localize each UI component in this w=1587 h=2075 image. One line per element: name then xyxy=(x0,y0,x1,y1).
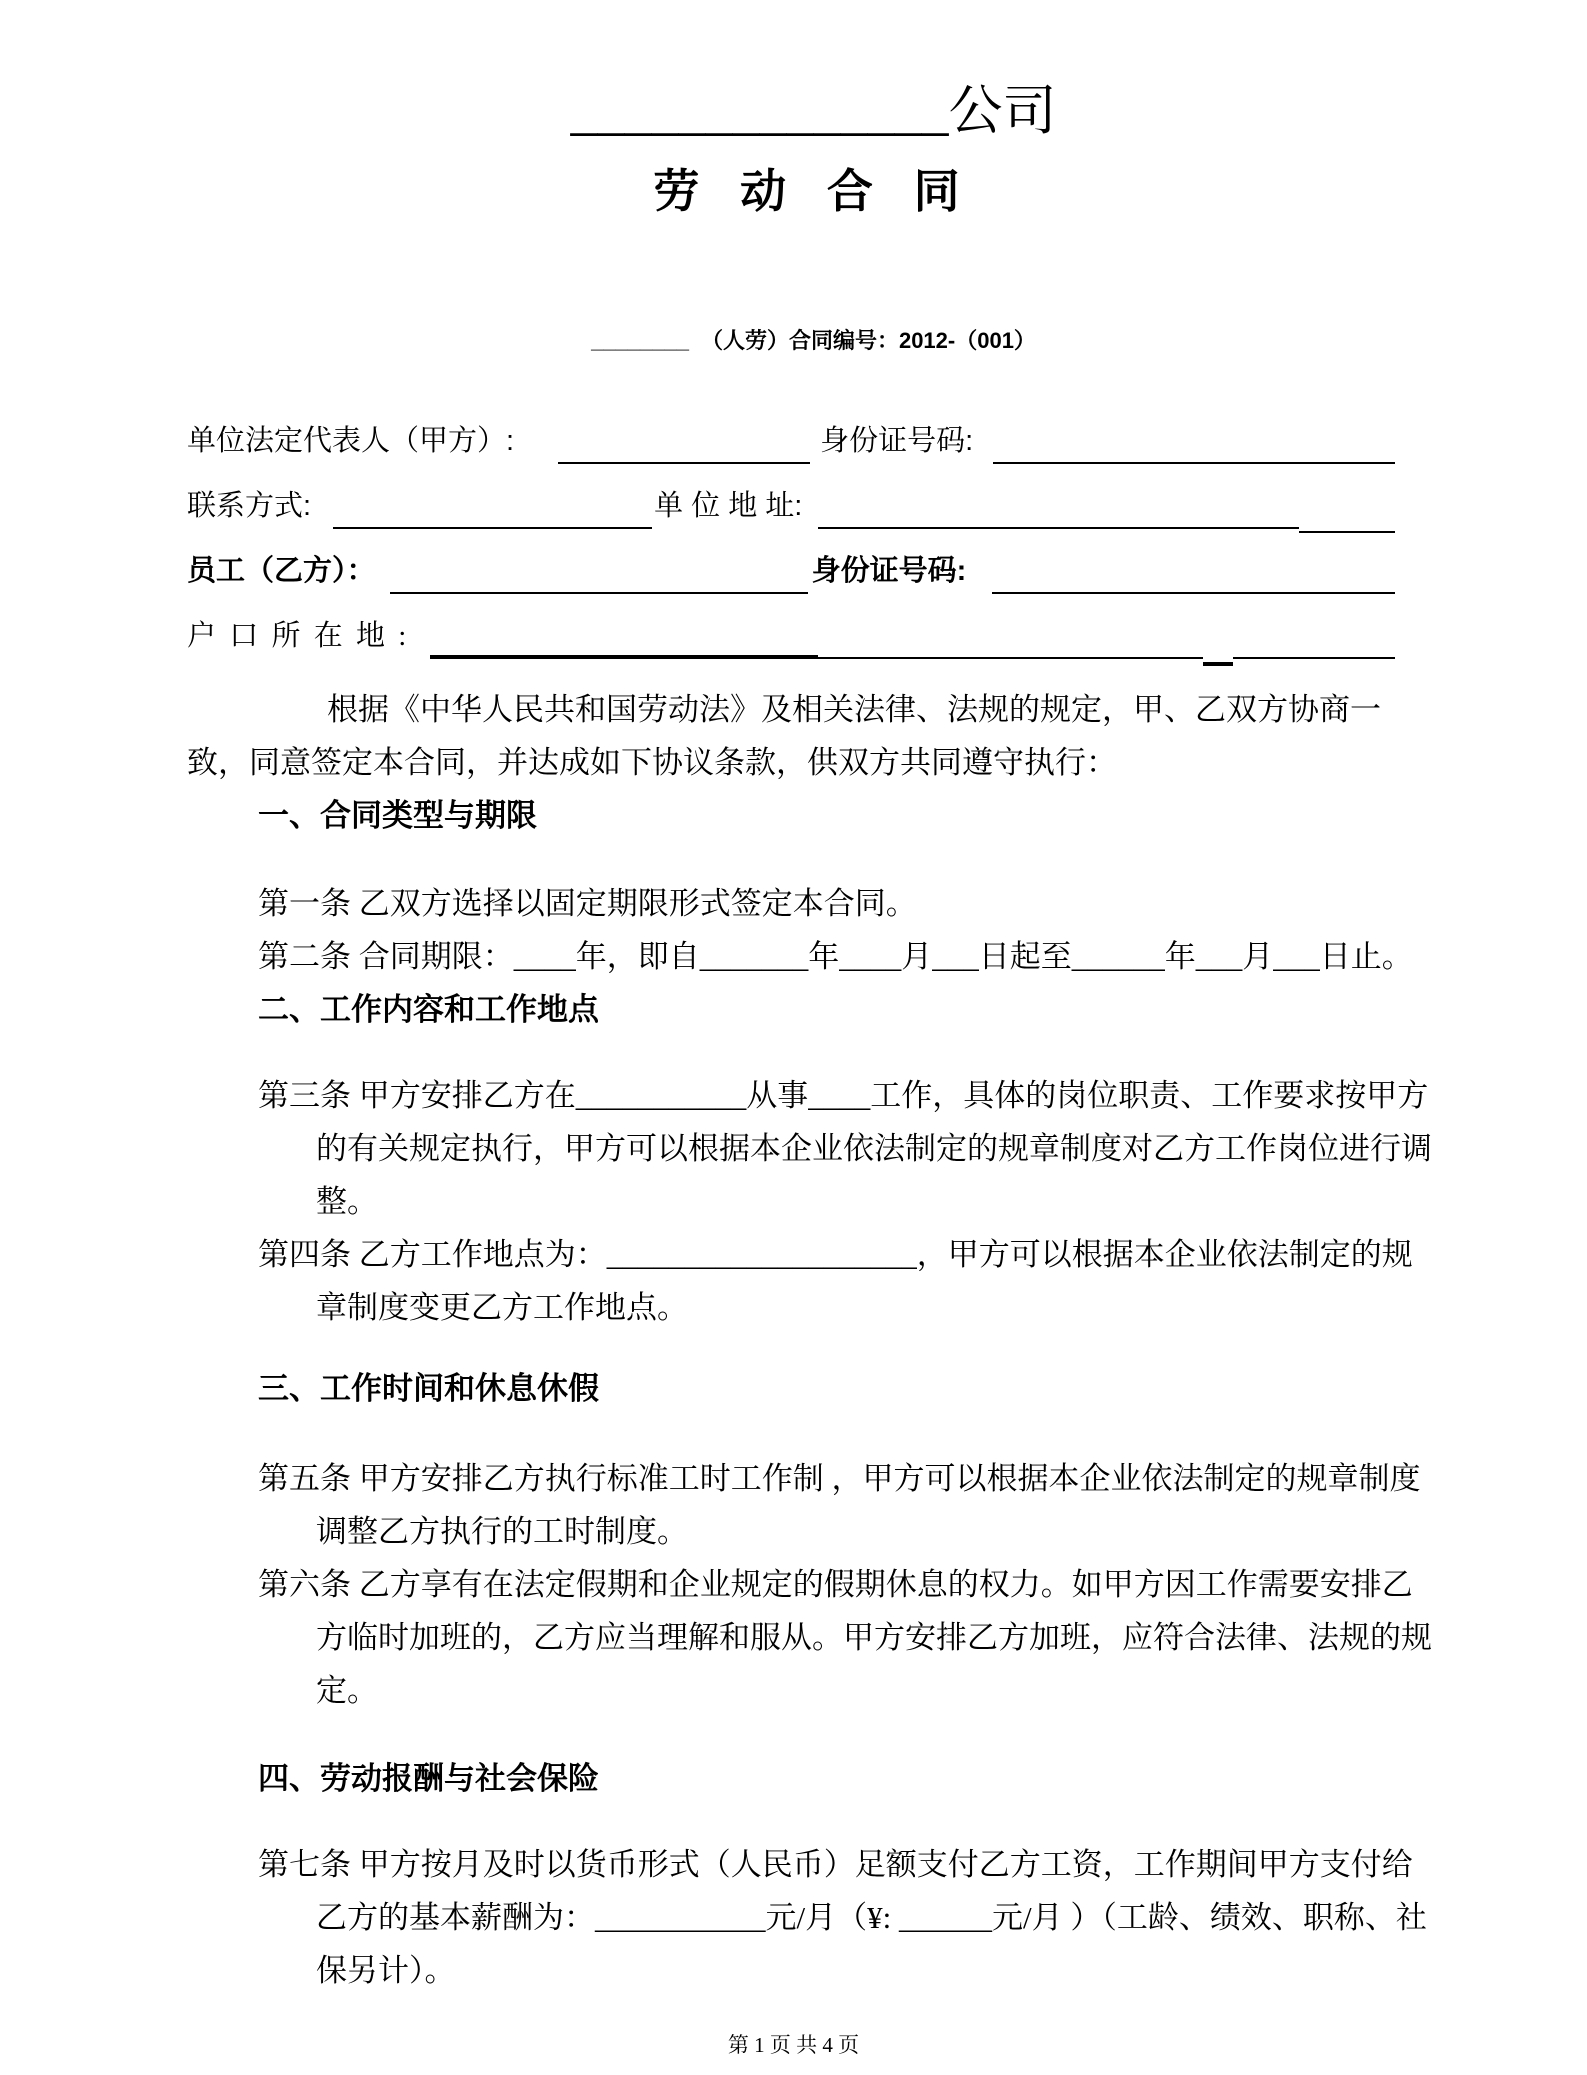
page-footer: 第 1 页 共 4 页 xyxy=(727,2033,860,2057)
contact-blank-underline xyxy=(333,487,652,529)
contract-number-blank: ________ xyxy=(591,328,689,353)
residence-blank-underline-bold xyxy=(430,617,818,659)
section-heading-3: 三、工作时间和休息休假 xyxy=(258,1371,599,1406)
form-row-contact xyxy=(187,483,1440,529)
clause-4: 第四条 乙方工作地点为：____________________，甲方可以根据本企业依法制定的规章制度变更乙方工作地点。 xyxy=(258,1237,1413,1325)
company-blank-line: ______________ xyxy=(570,81,949,141)
residence-blank-underline xyxy=(818,617,1203,659)
contract-number-line xyxy=(187,326,1440,356)
clause-6: 第六条 乙方享有在法定假期和企业规定的假期休息的权力。如甲方因工作需要安排乙方临时加班的，乙方应当理解和服从。甲方安排乙方加班，应符合法律、法规的规定。 xyxy=(258,1567,1432,1708)
id-number-label-2: 身份证号码: xyxy=(811,555,975,587)
employee-label: 员工（乙方）： xyxy=(187,555,384,587)
company-suffix: 公司 xyxy=(948,81,1057,141)
registered-residence-label: 户 口 所 在 地 : xyxy=(187,620,420,652)
clause-5: 第五条 甲方安排乙方执行标准工时工作制 ，甲方可以根据本企业依法制定的规章制度调整乙方执行的工时制度。 xyxy=(258,1461,1421,1549)
clause-2: 第二条 合同期限：____年，即自_______年____月___日起至______年___月___日止。 xyxy=(258,939,1413,974)
id-number-label-1: 身份证号码: xyxy=(820,425,982,457)
form-row-employee xyxy=(187,548,1440,594)
intro-paragraph: 根据《中华人民共和国劳动法》及相关法律、法规的规定，甲、乙双方协商一致，同意签定本合同，并达成如下协议条款，供双方共同遵守执行： xyxy=(187,692,1381,780)
section-heading-1: 一、合同类型与期限 xyxy=(258,798,537,833)
id-number-blank-underline-2 xyxy=(992,552,1395,594)
document-title: 劳 动 合 同 xyxy=(653,165,974,217)
clause-3: 第三条 甲方安排乙方在___________从事____工作，具体的岗位职责、工作要求按甲方的有关规定执行，甲方可以根据本企业依法制定的规章制度对乙方工作岗位进行调整。 xyxy=(258,1078,1432,1219)
id-number-blank-underline-1 xyxy=(993,422,1395,464)
employee-blank-underline xyxy=(390,552,808,594)
contract-number-text: （人劳）合同编号：2012-（001） xyxy=(700,328,1036,353)
section-heading-2: 二、工作内容和工作地点 xyxy=(258,992,599,1027)
section-heading-4: 四、劳动报酬与社会保险 xyxy=(258,1761,599,1796)
clause-7: 第七条 甲方按月及时以货币形式（人民币）足额支付乙方工资，工作期间甲方支付给乙方的基本薪酬为：___________元/月（¥: ______元/月 ）（工龄、绩效、职称、社保另计）。 xyxy=(258,1847,1427,1988)
clause-1: 第一条 乙双方选择以固定期限形式签定本合同。 xyxy=(258,886,917,921)
unit-address-blank-underline-tail xyxy=(1299,491,1395,533)
unit-address-blank-underline xyxy=(818,487,1299,529)
unit-address-label: 单 位 地 址: xyxy=(654,490,811,522)
form-row-legal-representative xyxy=(187,418,1440,464)
company-title-line xyxy=(187,78,1440,144)
legal-rep-label: 单位法定代表人（甲方）: xyxy=(187,425,523,457)
residence-underscore-mark xyxy=(1203,624,1233,666)
legal-rep-blank-underline xyxy=(558,422,810,464)
form-row-registered-residence xyxy=(187,613,1440,659)
residence-blank-underline-tail xyxy=(1233,617,1395,659)
contact-label: 联系方式: xyxy=(187,490,320,522)
